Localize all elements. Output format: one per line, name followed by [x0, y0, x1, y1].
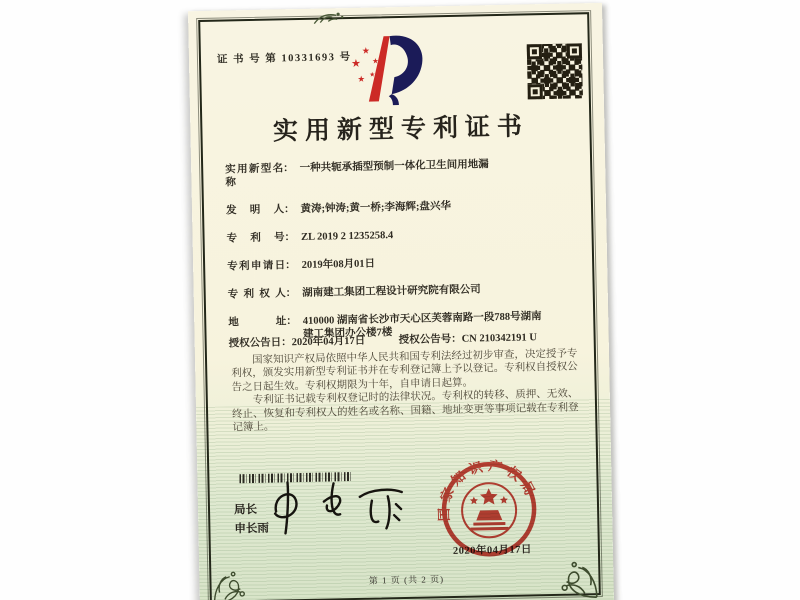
field-row — [226, 197, 580, 217]
field-value: 湖南建工集团工程设计研究院有限公司 — [302, 284, 481, 299]
corner-ornament-left-icon — [212, 550, 265, 600]
svg-text:★: ★ — [361, 45, 371, 56]
cnipa-logo-icon — [347, 32, 427, 110]
grant-no-value: CN 210342191 U — [461, 332, 538, 345]
field-colon: ： — [284, 232, 296, 244]
grant-date-label: 授权公告日 — [228, 337, 282, 350]
qr-finder-icon — [528, 84, 543, 99]
field-colon: ： — [283, 163, 294, 175]
field-label: 专利权人 — [227, 288, 286, 301]
director-title: 局长 — [233, 503, 258, 517]
field-colon: ： — [286, 316, 297, 328]
director-name: 申长雨 — [234, 522, 270, 536]
field-label: 发明人 — [225, 204, 285, 217]
qr-finder-icon — [567, 43, 582, 58]
svg-text:★: ★ — [371, 56, 379, 66]
official-seal — [435, 455, 543, 563]
grant-no-label: 授权公告号 — [398, 334, 452, 347]
certificate-title: 实用新型专利证书 — [272, 113, 530, 146]
field-label: 地址 — [228, 316, 287, 329]
field-value: 2019年08月01日 — [301, 258, 376, 271]
svg-text:★: ★ — [350, 57, 362, 70]
certificate-number: 证 书 号 第 10331693 号 — [216, 51, 352, 66]
field-value: 410000 湖南省长沙市天心区芙蓉南路一段788号湖南建工集团办公楼7楼 — [302, 311, 542, 340]
field-value: 黄涛;钟涛;黄一桥;李海辉;盘兴华 — [300, 200, 452, 215]
field-row — [226, 225, 580, 245]
svg-text:★: ★ — [357, 73, 366, 84]
legal-text — [231, 347, 585, 434]
field-colon: ： — [285, 260, 296, 272]
seal-text: 国家知识产权局 — [436, 458, 540, 522]
qr-finder-icon — [527, 44, 542, 59]
legal-paragraph: 专利证书记载专利权登记时的法律状况。专利权的转移、质押、无效、终止、恢复和专利权人的姓名或名称、国籍、地址变更等事项记载在专利登记簿上。 — [232, 388, 579, 434]
seal-date: 2020年04月17日 — [452, 544, 533, 558]
legal-paragraph: 国家知识产权局依照中华人民共和国专利法经过初步审查，决定授予专利权，颁发实用新型专利证书并在专利登记簿上予以登记。专利权自授权公告之日起生效。专利权期限为十年，自申请日起算。 — [231, 348, 578, 394]
director-signature — [259, 475, 420, 540]
field-colon: ： — [281, 337, 292, 349]
field-list — [225, 156, 583, 357]
grant-row — [228, 332, 538, 351]
grant-date-value: 2020年04月17日 — [291, 335, 366, 349]
top-sprig-ornament-icon — [312, 9, 346, 26]
field-value: ZL 2019 2 1235258.4 — [300, 230, 394, 243]
qr-code — [527, 43, 583, 99]
field-colon: ： — [285, 288, 297, 300]
field-row — [227, 253, 581, 273]
field-label: 专利申请日 — [227, 260, 286, 273]
field-label: 专利号 — [226, 232, 285, 245]
page-number: 第 1 页 (共 2 页) — [368, 574, 445, 586]
svg-text:★: ★ — [369, 71, 376, 79]
certificate-paper — [188, 3, 614, 600]
field-colon: ： — [283, 204, 295, 216]
field-label: 实用新型名称 — [225, 163, 284, 189]
field-row — [228, 281, 582, 301]
field-colon: ： — [451, 333, 462, 345]
field-value: 一种共轭承插型预制一体化卫生间用地漏 — [299, 159, 489, 175]
